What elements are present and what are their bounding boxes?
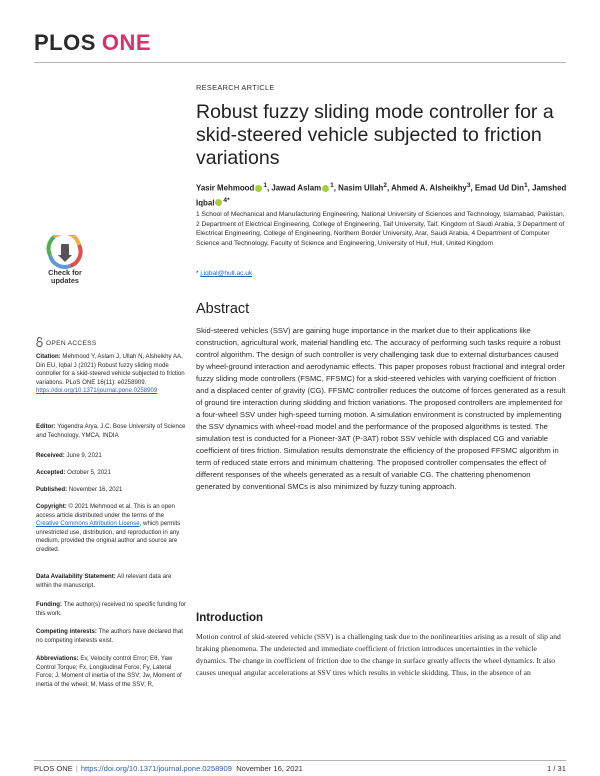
author-affil-sup: 1 xyxy=(330,182,334,189)
check-for-updates-label: Check for updates xyxy=(48,268,82,285)
article-type: RESEARCH ARTICLE xyxy=(196,83,275,92)
orcid-icon[interactable] xyxy=(215,199,222,206)
corresponding-email-line xyxy=(196,270,252,277)
page-footer: PLOS ONE | https://doi.org/10.1371/journal.pone.0258909 November 16, 2021 xyxy=(34,764,303,773)
author-affil-sup: 3 xyxy=(466,182,471,189)
introduction-heading: Introduction xyxy=(196,612,264,624)
logo-plos: PLOS xyxy=(34,30,96,55)
header-divider xyxy=(34,62,566,63)
check-for-updates-icon xyxy=(36,235,94,269)
abstract-text: Skid-steered vehicles (SSV) are gaining huge importance in the market due to their applications like construction, agricultural work, material handling etc. The accuracy of performing such tasks require a robust control algorithm. The design of such controller is very challenging task due to external disturbances caused by wheel-ground interaction and aerodynamic effects. This paper proposes robust fractional and integral order fuzzy sliding mode controllers (FSMC, FFSMC) for a skid-steered vehicles with varying coefficient of friction and a displaced center of gravity (CG). FFSMC controller reduces the outcome of forces generated as a result of ground tire interaction during skidding and friction variations. The proposed controllers are implemented for a four-wheel SSV under high-speed turning motion. A simulation environment is constructed by implementing the SSV dynamics with wheel-road model and the performance of the proposed algorithms is tested. The simulation test is conducted for a Pioneer-3AT (P-3AT) robot SSV vehicle with displaced CG and variable coefficient of tires friction. Simulation results demonstrate the efficiency of the proposed FFSMC algorithm in term of reduced state errors and minimum chattering. The proposed controller compensates the effect of different responses of the wheels generated as a result of variable CG. The chattering phenomenon generated by conventional SMCs is also minimized by fuzzy tuning approach. xyxy=(196,326,566,491)
logo-one: ONE xyxy=(101,30,152,55)
author-name[interactable]: Jawad Aslam xyxy=(271,183,322,193)
author-name[interactable]: Jamshed Iqbal xyxy=(196,183,567,208)
data-availability: Data Availability Statement: All relevant data are within the manuscript. xyxy=(36,573,172,589)
author-affil-sup: 1 xyxy=(263,182,267,189)
author-name[interactable]: Emad Ud Din xyxy=(474,183,524,193)
author-list: Yasir Mehmood $^1$, Jawad Aslam $^1$, Nasim Ullah$^2$, Ahmed A. Alsheikhy$^3$, Emad Ud Din$^1$, Jamshed Iqbal $^{4*}$ xyxy=(196,182,567,208)
corresponding-marker: * xyxy=(196,270,199,277)
check-for-updates-badge[interactable] xyxy=(36,235,94,299)
citation-block: Citation: Mehmood Y, Aslam J, Ullah N, Alsheikhy AA, Din EU, Iqbal J (2021) Robust fuzzy sliding mode controller for a skid-steered vehicle subjected to friction variations. PLoS ONE 16(11): e0258909. https://doi.org/10.1371/journal.pone.0258909 xyxy=(36,353,185,395)
cc-license-link[interactable]: Creative Commons Attribution License xyxy=(36,520,140,528)
affiliations: 1 School of Mechanical and Manufacturing Engineering, National University of Sciences and Technology, Islamabad, Pakistan, 2 Department of Electrical Engineering, College of Engineering, Taif University, Taif, Kingdom of Saudi Arabia, 3 Department of Electrical Engineering, College of Engineering, Northern Border University, Arar, Saudi Arabia, 4 Department of Computer Science and Technology, Faculty of Science and Engineering, University of Hull, Hull, United Kingdom xyxy=(196,211,565,248)
open-access-lock-icon xyxy=(36,337,43,347)
orcid-icon[interactable] xyxy=(322,185,329,192)
author-affil-sup: 1 xyxy=(524,182,528,189)
editor-block: Editor: Yogendra Arya, J.C. Bose University of Science and Technology, YMCA, INDIA xyxy=(36,423,186,439)
funding-statement: Funding: The author(s) received no specific funding for this work. xyxy=(36,601,186,617)
author-name[interactable]: Yasir Mehmood xyxy=(196,183,255,193)
article-title: Robust fuzzy sliding mode controller for a skid-steered vehicle subjected to friction variations xyxy=(196,101,554,169)
footer-doi-link[interactable]: https://doi.org/10.1371/journal.pone.0258909 xyxy=(80,764,232,773)
copyright-block: Copyright: © 2021 Mehmood et al. This is an open access article distributed under the terms of the Creative Commons Attribution License, which permits unrestricted use, distribution, and reproduction in any medium, provided the original author and source are credited. xyxy=(36,503,181,553)
orcid-icon[interactable] xyxy=(255,185,262,192)
published-date: Published: November 16, 2021 xyxy=(36,486,123,493)
author-name[interactable]: Ahmed A. Alsheikhy xyxy=(391,183,467,193)
footer-date: November 16, 2021 xyxy=(236,764,303,773)
page-number: 1 / 31 xyxy=(547,764,566,773)
abbreviations: Abbreviations: Ev, Velocity control Error; Eθ, Yaw Control Torque; Fx, Longitudinal Force; Fy, Lateral Force; J, Moment of inertia of the SSV; Jw, Moment of inertia of the wheel; M, Mass of the SSV; R, xyxy=(36,655,182,688)
journal-logo[interactable] xyxy=(34,30,151,56)
introduction-text: Motion control of skid-steered vehicle (SSV) is a challenging task due to the nonlinearities arising as a result of slip and braking phenomena. The undetected and immediate coefficient of friction introduces uncertainties in the vehicle dynamics. The change in coefficient of friction due to the change in surface greatly affects the wheel dynamics. It also causes unequal angular accelerations at SSV tires which results in vehicle skidding. Thus, in the absence of an xyxy=(196,632,561,677)
received-date: Received: June 9, 2021 xyxy=(36,452,102,459)
open-access-badge: OPEN ACCESS xyxy=(36,337,97,347)
footer-journal: PLOS ONE xyxy=(34,764,73,773)
author-name[interactable]: Nasim Ullah xyxy=(338,183,384,193)
corresponding-email-link[interactable]: j.iqbal@hull.ac.uk xyxy=(200,270,253,277)
footer-divider xyxy=(34,760,566,761)
author-affil-sup: 2 xyxy=(383,182,388,189)
abstract-heading: Abstract xyxy=(196,301,250,317)
competing-interests: Competing interests: The authors have declared that no competing interests exist. xyxy=(36,628,183,644)
author-affil-sup: 4* xyxy=(223,196,230,204)
citation-doi-link[interactable]: https://doi.org/10.1371/journal.pone.0258909 xyxy=(36,387,158,395)
accepted-date: Accepted: October 5, 2021 xyxy=(36,469,111,476)
